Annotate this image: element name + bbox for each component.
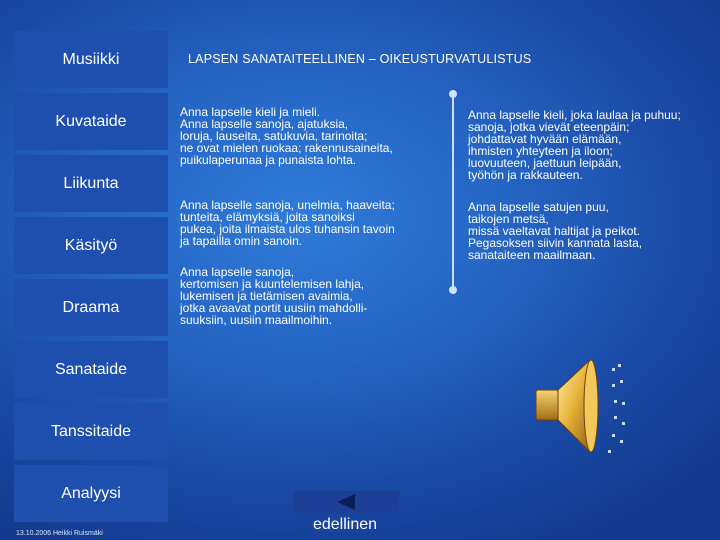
text-line: taikojen metsä,	[468, 212, 549, 226]
text-line: Anna lapselle sanoja, ajatuksia,	[180, 117, 349, 131]
nav-item-kuvataide[interactable]	[14, 93, 168, 150]
text-line: johdattavat hyvään elämään,	[468, 132, 622, 146]
nav-item-analyysi[interactable]	[14, 465, 168, 522]
nav-item-liikunta[interactable]	[14, 155, 168, 212]
speaker-icon[interactable]	[528, 350, 638, 465]
text-line: kertomisen ja kuuntelemisen lahja,	[180, 277, 365, 291]
nav-item-sanataide[interactable]	[14, 341, 168, 398]
text-line: työhön ja rakkauteen.	[468, 168, 583, 182]
nav-item-musiikki[interactable]	[14, 31, 168, 88]
text-line: tunteita, elämyksiä, joita sanoiksi	[180, 210, 355, 224]
text-line: Anna lapselle satujen puu,	[468, 200, 609, 214]
text-line: ihmisten yhteyteen ja iloon;	[468, 144, 613, 158]
text-line: jotka avaavat portit uusiin mahdolli-	[180, 301, 368, 315]
nav-item-tanssitaide[interactable]	[14, 403, 168, 460]
text-line: ja tapailla omin sanoin.	[180, 234, 303, 248]
text-line: loruja, lauseita, satukuvia, tarinoita;	[180, 129, 368, 143]
text-line: luovuuteen, jaettuun leipään,	[468, 156, 622, 170]
back-button[interactable]	[293, 491, 399, 513]
page-title: LAPSEN SANATAITEELLINEN – OIKEUSTURVATULISTUS	[188, 52, 532, 66]
paragraph-left-3	[180, 266, 367, 326]
nav-item-label: Analyysi	[61, 484, 121, 502]
text-line: Anna lapselle kieli, joka laulaa ja puhuu;	[468, 108, 681, 122]
column-divider	[452, 92, 454, 292]
nav-item-label: Sanataide	[54, 360, 128, 378]
text-line: sanataiteen maailmaan.	[468, 248, 596, 262]
nav-item-label: Musiikki	[62, 50, 120, 68]
footer-credit: 13.10.2006 Heikki Ruismäki	[16, 530, 103, 537]
text-line: Anna lapselle kieli ja mieli.	[180, 105, 321, 119]
text-line: Pegasoksen siivin kannata lasta,	[468, 236, 643, 250]
nav-item-label: Kuvataide	[55, 112, 127, 130]
nav-item-kasityo[interactable]	[14, 217, 168, 274]
paragraph-right-2	[468, 201, 642, 261]
text-line: pukea, joita ilmaista ulos tuhansin tavoin	[180, 222, 395, 236]
back-arrow-icon	[335, 493, 357, 511]
text-line: sanoja, jotka vievät eteenpäin;	[468, 120, 630, 134]
back-label[interactable]: edellinen	[312, 516, 378, 533]
text-line: ne ovat mielen ruokaa; rakennusaineita,	[180, 141, 393, 155]
nav-item-label: Käsityö	[64, 236, 118, 254]
text-line: Anna lapselle sanoja,	[180, 265, 295, 279]
nav-item-label: Draama	[62, 298, 120, 316]
paragraph-left-1	[180, 106, 393, 166]
nav-item-draama[interactable]	[14, 279, 168, 336]
paragraph-left-2	[180, 199, 395, 247]
nav-item-label: Liikunta	[63, 174, 119, 192]
paragraph-right-1	[468, 109, 681, 181]
text-line: puikulaperunaa ja punaista lohta.	[180, 153, 357, 167]
text-line: suuksiin, uusiin maailmoihin.	[180, 313, 333, 327]
nav-item-label: Tanssitaide	[50, 422, 132, 440]
text-line: missä vaeltavat haltijat ja peikot.	[468, 224, 641, 238]
text-line: lukemisen ja tietämisen avaimia,	[180, 289, 353, 303]
text-line: Anna lapselle sanoja, unelmia, haaveita;	[180, 198, 395, 212]
